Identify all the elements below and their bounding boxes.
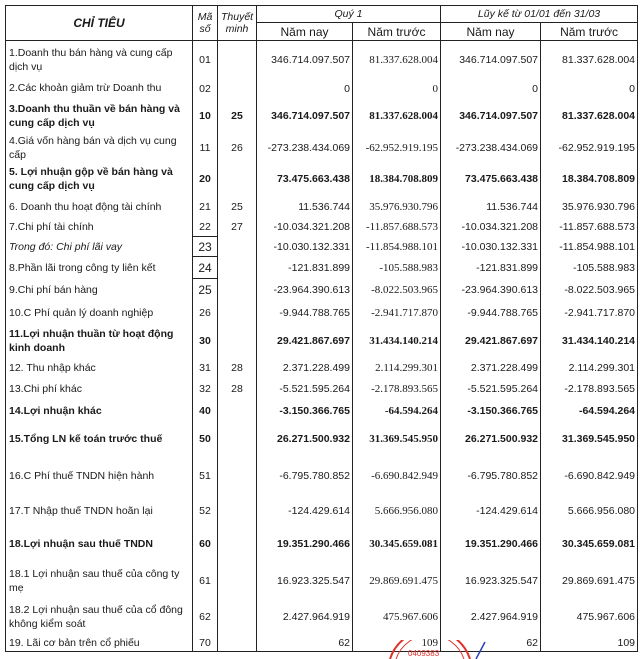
row-label: 6. Doanh thu hoạt động tài chính — [6, 197, 193, 217]
table-row — [6, 79, 638, 99]
header-chi-tieu: CHỈ TIÊU — [6, 6, 193, 41]
quy1-nam-truoc: 35.976.930.796 — [353, 197, 441, 217]
row-code: 70 — [193, 635, 218, 652]
row-code: 40 — [193, 400, 218, 422]
luyke-nam-truoc: 2.114.299.301 — [541, 357, 638, 379]
row-note: 28 — [218, 357, 257, 379]
luyke-nam-nay: -3.150.366.765 — [441, 400, 541, 422]
table-row — [6, 134, 638, 162]
quy1-nam-nay: 16.923.325.547 — [257, 562, 353, 600]
row-label: 18.2 Lợi nhuận sau thuế của cổ đông không kiểm soát — [6, 600, 193, 635]
table-row — [6, 562, 638, 600]
luyke-nam-nay: -9.944.788.765 — [441, 301, 541, 325]
row-label: 9.Chi phí bán hàng — [6, 279, 193, 301]
row-note — [218, 325, 257, 357]
luyke-nam-nay: 346.714.097.507 — [441, 41, 541, 79]
row-label: 18.1 Lợi nhuận sau thuế của công ty mẹ — [6, 562, 193, 600]
row-code: 61 — [193, 562, 218, 600]
table-row — [6, 197, 638, 217]
luyke-nam-truoc: 109 — [541, 635, 638, 652]
row-code: 62 — [193, 600, 218, 635]
row-code: 21 — [193, 197, 218, 217]
table-row — [6, 400, 638, 422]
signature-mark — [476, 642, 485, 659]
quy1-nam-truoc: -62.952.919.195 — [353, 134, 441, 162]
luyke-nam-nay: -5.521.595.264 — [441, 379, 541, 400]
quy1-nam-nay: -6.795.780.852 — [257, 457, 353, 495]
luyke-nam-truoc: -8.022.503.965 — [541, 279, 638, 301]
luyke-nam-nay: -121.831.899 — [441, 257, 541, 279]
table-row — [6, 635, 638, 652]
luyke-nam-truoc: -64.594.264 — [541, 400, 638, 422]
quy1-nam-truoc: -2.941.717.870 — [353, 301, 441, 325]
luyke-nam-truoc: -6.690.842.949 — [541, 457, 638, 495]
luyke-nam-truoc: 475.967.606 — [541, 600, 638, 635]
quy1-nam-truoc: 29.869.691.475 — [353, 562, 441, 600]
row-code: 60 — [193, 527, 218, 562]
row-code: 22 — [193, 217, 218, 237]
quy1-nam-nay: -124.429.614 — [257, 495, 353, 527]
row-label: 4.Giá vốn hàng bán và dịch vụ cung cấp — [6, 134, 193, 162]
luyke-nam-truoc: 31.434.140.214 — [541, 325, 638, 357]
row-code: 20 — [193, 162, 218, 197]
table-row — [6, 99, 638, 134]
luyke-nam-nay: -6.795.780.852 — [441, 457, 541, 495]
luyke-nam-truoc: -11.854.988.101 — [541, 237, 638, 257]
row-note — [218, 422, 257, 457]
quy1-nam-nay: -23.964.390.613 — [257, 279, 353, 301]
table-row — [6, 41, 638, 79]
quy1-nam-nay: -10.034.321.208 — [257, 217, 353, 237]
luyke-nam-truoc: 30.345.659.081 — [541, 527, 638, 562]
row-label: 15.Tổng LN kế toán trước thuế — [6, 422, 193, 457]
header-quy1-nam-truoc: Năm trước — [353, 23, 441, 41]
header-luyke-nam-truoc: Năm trước — [541, 23, 638, 41]
quy1-nam-truoc: 31.434.140.214 — [353, 325, 441, 357]
quy1-nam-truoc: 30.345.659.081 — [353, 527, 441, 562]
luyke-nam-nay: 2.371.228.499 — [441, 357, 541, 379]
row-code: 32 — [193, 379, 218, 400]
quy1-nam-truoc: -11.854.988.101 — [353, 237, 441, 257]
row-code: 01 — [193, 41, 218, 79]
luyke-nam-nay: 29.421.867.697 — [441, 325, 541, 357]
luyke-nam-nay: 0 — [441, 79, 541, 99]
luyke-nam-nay: -23.964.390.613 — [441, 279, 541, 301]
luyke-nam-truoc: 81.337.628.004 — [541, 99, 638, 134]
quy1-nam-truoc: 475.967.606 — [353, 600, 441, 635]
luyke-nam-nay: 73.475.663.438 — [441, 162, 541, 197]
luyke-nam-truoc: 31.369.545.950 — [541, 422, 638, 457]
quy1-nam-nay: 62 — [257, 635, 353, 652]
income-statement-table — [5, 5, 638, 652]
row-note — [218, 162, 257, 197]
luyke-nam-truoc: 81.337.628.004 — [541, 41, 638, 79]
row-label: 13.Chi phí khác — [6, 379, 193, 400]
quy1-nam-truoc: -11.857.688.573 — [353, 217, 441, 237]
row-note: 26 — [218, 134, 257, 162]
quy1-nam-nay: -9.944.788.765 — [257, 301, 353, 325]
luyke-nam-nay: -10.034.321.208 — [441, 217, 541, 237]
luyke-nam-truoc: 0 — [541, 79, 638, 99]
table-row — [6, 457, 638, 495]
row-note — [218, 301, 257, 325]
luyke-nam-truoc: -62.952.919.195 — [541, 134, 638, 162]
table-row — [6, 217, 638, 237]
luyke-nam-nay: 62 — [441, 635, 541, 652]
quy1-nam-truoc: -6.690.842.949 — [353, 457, 441, 495]
row-note: 25 — [218, 99, 257, 134]
row-code: 31 — [193, 357, 218, 379]
quy1-nam-nay: -121.831.899 — [257, 257, 353, 279]
quy1-nam-nay: 0 — [257, 79, 353, 99]
quy1-nam-nay: 346.714.097.507 — [257, 99, 353, 134]
quy1-nam-nay: 11.536.744 — [257, 197, 353, 217]
luyke-nam-truoc: -2.941.717.870 — [541, 301, 638, 325]
header-thuyet-minh: Thuyết minh — [218, 6, 257, 41]
row-note: 25 — [218, 197, 257, 217]
row-code: 51 — [193, 457, 218, 495]
table-row — [6, 237, 638, 257]
row-code: 30 — [193, 325, 218, 357]
table-row — [6, 325, 638, 357]
row-note — [218, 457, 257, 495]
row-label: 8.Phần lãi trong công ty liên kết — [6, 257, 193, 279]
row-code: 02 — [193, 79, 218, 99]
quy1-nam-truoc: 18.384.708.809 — [353, 162, 441, 197]
row-note — [218, 237, 257, 257]
header-quy1: Quý 1 — [257, 6, 441, 23]
quy1-nam-truoc: -105.588.983 — [353, 257, 441, 279]
row-label: 5. Lợi nhuận gộp về bán hàng và cung cấp dịch vụ — [6, 162, 193, 197]
stamp-text: 0409383 — [408, 649, 440, 658]
table-row — [6, 301, 638, 325]
quy1-nam-nay: 19.351.290.466 — [257, 527, 353, 562]
header-luy-ke: Lũy kế từ 01/01 đến 31/03 — [441, 6, 638, 23]
row-label: 11.Lợi nhuận thuần từ hoạt động kinh doanh — [6, 325, 193, 357]
luyke-nam-nay: 26.271.500.932 — [441, 422, 541, 457]
quy1-nam-nay: 2.371.228.499 — [257, 357, 353, 379]
luyke-nam-truoc: 5.666.956.080 — [541, 495, 638, 527]
row-note — [218, 562, 257, 600]
quy1-nam-nay: 2.427.964.919 — [257, 600, 353, 635]
luyke-nam-nay: -124.429.614 — [441, 495, 541, 527]
row-note — [218, 495, 257, 527]
row-note — [218, 527, 257, 562]
luyke-nam-nay: 16.923.325.547 — [441, 562, 541, 600]
luyke-nam-truoc: -2.178.893.565 — [541, 379, 638, 400]
quy1-nam-truoc: -2.178.893.565 — [353, 379, 441, 400]
quy1-nam-truoc: 109 — [353, 635, 441, 652]
company-stamp — [380, 640, 500, 659]
row-note: 27 — [218, 217, 257, 237]
luyke-nam-truoc: -105.588.983 — [541, 257, 638, 279]
table-row — [6, 279, 638, 301]
quy1-nam-truoc: -8.022.503.965 — [353, 279, 441, 301]
quy1-nam-nay: -10.030.132.331 — [257, 237, 353, 257]
row-note — [218, 400, 257, 422]
luyke-nam-nay: 346.714.097.507 — [441, 99, 541, 134]
row-code: 10 — [193, 99, 218, 134]
row-code: 52 — [193, 495, 218, 527]
row-label: 17.T Nhập thuế TNDN hoãn lại — [6, 495, 193, 527]
row-code: 11 — [193, 134, 218, 162]
row-code: 24 — [193, 257, 218, 279]
row-label: 19. Lãi cơ bản trên cổ phiếu — [6, 635, 193, 652]
row-code: 26 — [193, 301, 218, 325]
row-note — [218, 279, 257, 301]
row-label: 16.C Phí thuế TNDN hiện hành — [6, 457, 193, 495]
luyke-nam-truoc: -11.857.688.573 — [541, 217, 638, 237]
row-label: 12. Thu nhập khác — [6, 357, 193, 379]
row-note — [218, 600, 257, 635]
row-label: 1.Doanh thu bán hàng và cung cấp dịch vụ — [6, 41, 193, 79]
table-row — [6, 495, 638, 527]
header-luyke-nam-nay: Năm nay — [441, 23, 541, 41]
row-label: Trong đó: Chi phí lãi vay — [6, 237, 193, 257]
luyke-nam-nay: -10.030.132.331 — [441, 237, 541, 257]
table-row — [6, 422, 638, 457]
quy1-nam-truoc: 81.337.628.004 — [353, 41, 441, 79]
row-label: 18.Lợi nhuận sau thuế TNDN — [6, 527, 193, 562]
row-label: 2.Các khoản giảm trừ Doanh thu — [6, 79, 193, 99]
quy1-nam-truoc: 31.369.545.950 — [353, 422, 441, 457]
luyke-nam-nay: 2.427.964.919 — [441, 600, 541, 635]
quy1-nam-nay: 73.475.663.438 — [257, 162, 353, 197]
table-row — [6, 162, 638, 197]
header-quy1-nam-nay: Năm nay — [257, 23, 353, 41]
luyke-nam-truoc: 18.384.708.809 — [541, 162, 638, 197]
quy1-nam-nay: 26.271.500.932 — [257, 422, 353, 457]
luyke-nam-truoc: 29.869.691.475 — [541, 562, 638, 600]
table-row — [6, 600, 638, 635]
header-ma-so: Mã số — [193, 6, 218, 41]
row-code: 50 — [193, 422, 218, 457]
row-label: 10.C Phí quản lý doanh nghiệp — [6, 301, 193, 325]
row-label: 14.Lợi nhuận khác — [6, 400, 193, 422]
quy1-nam-nay: -273.238.434.069 — [257, 134, 353, 162]
row-note — [218, 41, 257, 79]
luyke-nam-truoc: 35.976.930.796 — [541, 197, 638, 217]
table-row — [6, 357, 638, 379]
luyke-nam-nay: 11.536.744 — [441, 197, 541, 217]
quy1-nam-nay: 346.714.097.507 — [257, 41, 353, 79]
row-note — [218, 635, 257, 652]
row-note — [218, 257, 257, 279]
quy1-nam-truoc: 81.337.628.004 — [353, 99, 441, 134]
quy1-nam-truoc: 0 — [353, 79, 441, 99]
quy1-nam-truoc: 2.114.299.301 — [353, 357, 441, 379]
row-label: 3.Doanh thu thuần về bán hàng và cung cấp dịch vụ — [6, 99, 193, 134]
quy1-nam-truoc: 5.666.956.080 — [353, 495, 441, 527]
table-row — [6, 257, 638, 279]
row-note — [218, 79, 257, 99]
row-code: 25 — [193, 279, 218, 301]
quy1-nam-nay: -3.150.366.765 — [257, 400, 353, 422]
quy1-nam-truoc: -64.594.264 — [353, 400, 441, 422]
luyke-nam-nay: 19.351.290.466 — [441, 527, 541, 562]
luyke-nam-nay: -273.238.434.069 — [441, 134, 541, 162]
row-label: 7.Chi phí tài chính — [6, 217, 193, 237]
table-row — [6, 527, 638, 562]
quy1-nam-nay: 29.421.867.697 — [257, 325, 353, 357]
quy1-nam-nay: -5.521.595.264 — [257, 379, 353, 400]
row-code: 23 — [193, 237, 218, 257]
table-row — [6, 379, 638, 400]
row-note: 28 — [218, 379, 257, 400]
